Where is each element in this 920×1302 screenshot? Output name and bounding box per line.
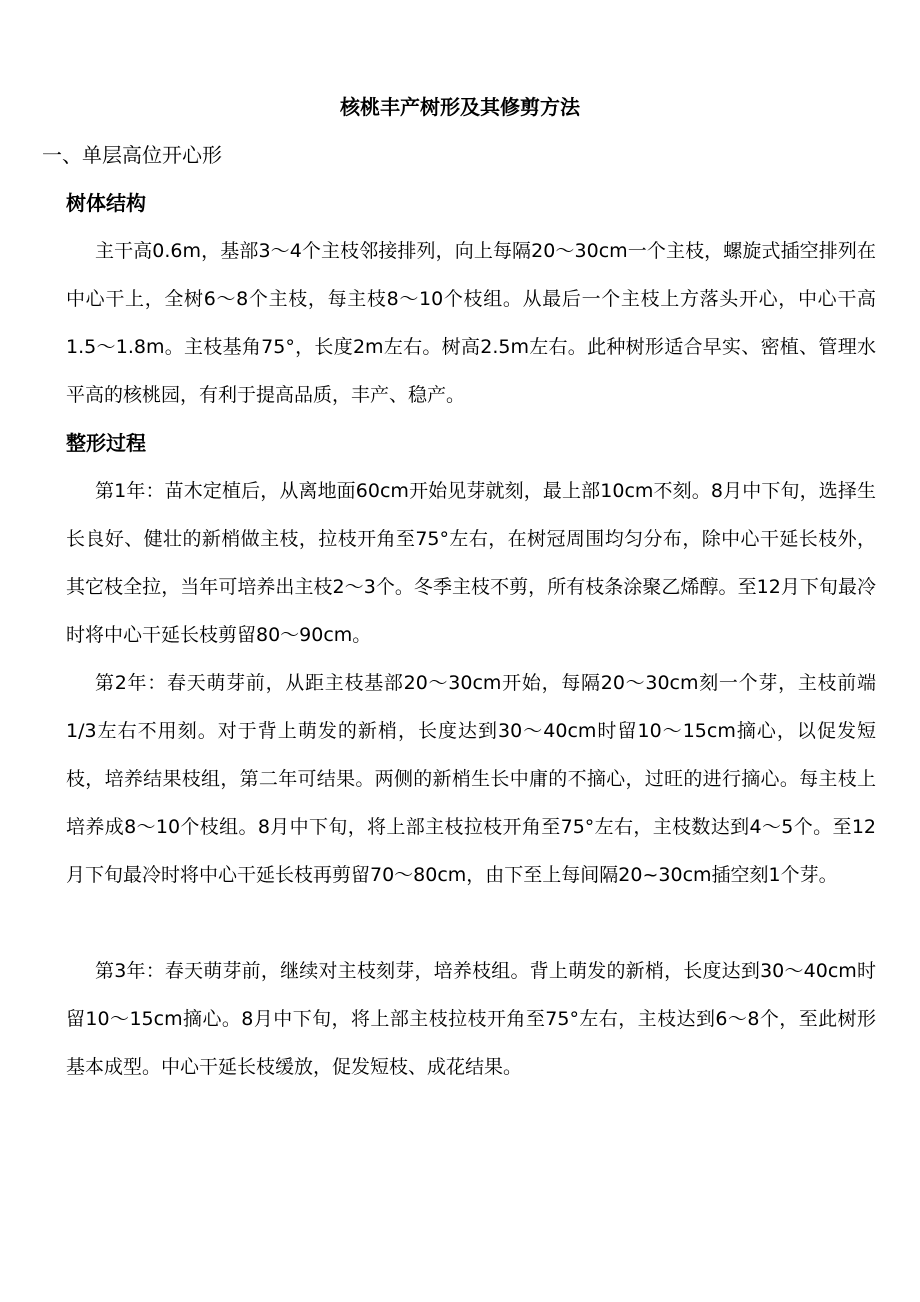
year-2-paragraph: 第2年：春天萌芽前，从距主枝基部20～30cm开始，每隔20～30cm刻一个芽，主枝前端1/3左右不用刻。对于背上萌发的新梢，长度达到30～40cm时留10～15cm摘心，以促发短枝，培养结果枝组，第二年可结果。两侧的新梢生长中庸的不摘心，过旺的进行摘心。每主枝上培养成8～10个枝组。8月中下旬，将上部主枝拉枝开角至75°左右，主枝数达到4～5个。至12月下旬最冷时将中心干延长枝再剪留70～80cm，由下至上每间隔20~30cm插空刻1个芽。 [66, 672, 876, 886]
tree-structure-heading: 树体结构 [66, 191, 146, 215]
year-3-paragraph: 第3年：春天萌芽前，继续对主枝刻芽，培养枝组。背上萌发的新梢，长度达到30～40cm时留10～15cm摘心。8月中下旬，将上部主枝拉枝开角至75°左右，主枝达到6～8个，至此树形基本成型。中心干延长枝缓放，促发短枝、成花结果。 [66, 960, 876, 1078]
document-title: 核桃丰产树形及其修剪方法 [340, 95, 580, 119]
section-heading: 一、单层高位开心形 [42, 143, 222, 167]
tree-structure-paragraph: 主干高0.6m，基部3～4个主枝邻接排列，向上每隔20～30cm一个主枝，螺旋式插空排列在中心干上，全树6～8个主枝，每主枝8～10个枝组。从最后一个主枝上方落头开心，中心干高1.5～1.8m。主枝基角75°，长度2m左右。树高2.5m左右。此种树形适合早实、密植、管理水平高的核桃园，有利于提高品质，丰产、稳产。 [66, 240, 876, 406]
shaping-process-heading: 整形过程 [66, 431, 146, 455]
year-1-paragraph: 第1年：苗木定植后，从离地面60cm开始见芽就刻，最上部10cm不刻。8月中下旬，选择生长良好、健壮的新梢做主枝，拉枝开角至75°左右，在树冠周围均匀分布，除中心干延长枝外，其它枝全拉，当年可培养出主枝2～3个。冬季主枝不剪，所有枝条涂聚乙烯醇。至12月下旬最冷时将中心干延长枝剪留80～90cm。 [66, 480, 876, 646]
